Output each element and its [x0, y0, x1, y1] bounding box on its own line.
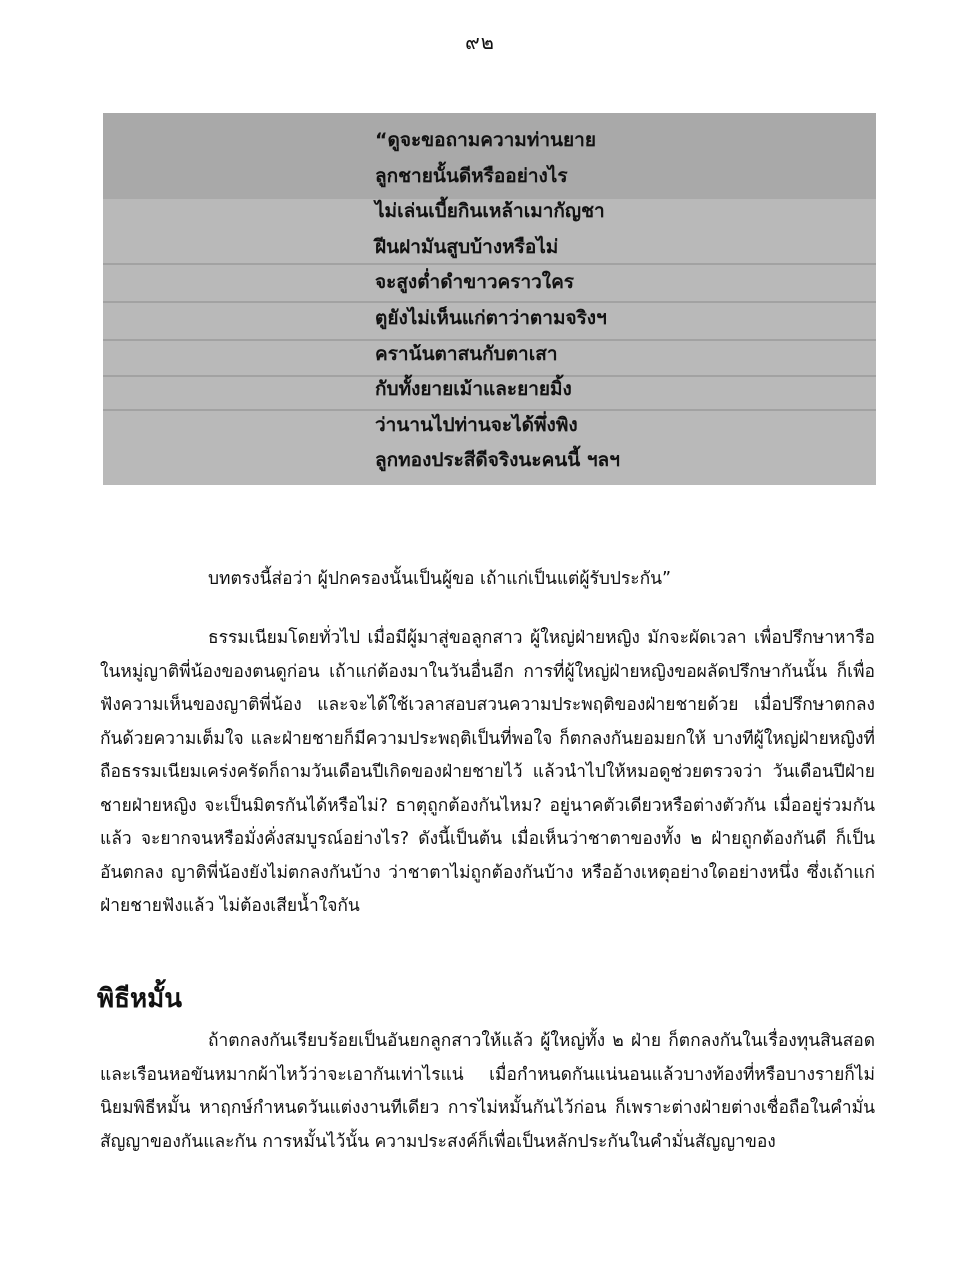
poem-line: กับทั้งยายเม้าและยายมิ้ง [375, 378, 572, 401]
poem-lines [375, 123, 620, 479]
poem-line: “ดูจะขอถามความท่านยาย [375, 129, 596, 151]
poem-line: ว่านานไปท่านจะได้พึ่งพิง [375, 413, 578, 436]
poem-line: คราน้นตาสนกับตาเสา [375, 342, 558, 365]
closing-line: บทตรงนี้ส่อว่า ผู้ปกครองนั้นเป็นผู้ขอ เถ้าแก่เป็นแต่ผู้รับประกัน” [208, 569, 672, 589]
poem-line: ฝีนฝามันสูบบ้างหรือไม่ [375, 235, 559, 258]
section-heading: พิธีหมั้น [97, 984, 183, 1014]
paragraph-1: ธรรมเนียมโดยทั่วไป เมื่อมีผู้มาสู่ขอลูกสาว ผู้ใหญ่ฝ่ายหญิง มักจะผัดเวลา เพื่อปรึกษาหารือในหมู่ญาติพี่น้องของตนดูก่อน เถ้าแก่ต้องมาในวันอื่นอีก การที่ผู้ใหญ่ฝ่ายหญิงขอผลัดปรึกษากันนั้น ก็เพื่อฟังความเห็นของญาติพี่น้อง และจะได้ใช้เวลาสอบสวนความประพฤติของฝ่ายชายด้วย เมื่อปรึกษาตกลงกันด้วยความเต็มใจ และฝ่ายชายก็มีความประพฤติเป็นที่พอใจ ก็ตกลงกันยอมยกให้ บางทีผู้ใหญ่ฝ่ายหญิงที่ถือธรรมเนียมเคร่งครัดก็ถามวันเดือนปีเกิดของฝ่ายชายไว้ แล้วนำไปให้หมอดูช่วยตรวจว่า วันเดือนปีฝ่ายชายฝ่ายหญิง จะเป็นมิตรกันได้หรือไม่? ธาตุถูกต้องกันไหม? อยู่นาคตัวเดียวหรือต่างตัวกัน เมื่ออยู่ร่วมกันแล้ว จะยากจนหรือมั่งคั่งสมบูรณ์อย่างไร? ดังนี้เป็นต้น เมื่อเห็นว่าชาตาของทั้ง ๒ ฝ่ายถูกต้องกันดี ก็เป็นอันตกลง ญาติพี่น้องยังไม่ตกลงกันบ้าง ว่าชาตาไม่ถูกต้องกันบ้าง หรืออ้างเหตุอย่างใดอย่างหนึ่ง ซึ่งเถ้าแก่ฝ่ายชายฟังแล้ว ไม่ต้องเสียน้ำใจกัน [100, 628, 875, 916]
page-number: ๙๒ [465, 30, 495, 54]
poem-line: ตูยังไม่เห็นแก่ตาว่าตามจริงฯ [375, 306, 607, 329]
paragraph-2: ถ้าตกลงกันเรียบร้อยเป็นอันยกลูกสาวให้แล้ว ผู้ใหญ่ทั้ง ๒ ฝ่าย ก็ตกลงกันในเรื่องทุนสินสอดและเรือนหอขันหมากผ้าไหว้ว่าจะเอากันเท่าไรแน่ เมื่อกำหนดกันแน่นอนแล้วบางท้องที่หรือบางรายก็ไม่นิยมพิธีหมั้น หาฤกษ์กำหนดวันแต่งงานทีเดียว การไม่หมั้นกันไว้ก่อน ก็เพราะต่างฝ่ายต่างเชื่อถือในคำมั่นสัญญาของกันและกัน การหมั้นไว้นั้น ความประสงค์ก็เพื่อเป็นหลักประกันในคำมั่นสัญญาของ [100, 1031, 875, 1152]
poem-line: ลูกชายนั้นดีหรืออย่างไร [375, 164, 568, 187]
poem-line: ลูกทองประสีดีจริงนะคนนี้ ฯลฯ [375, 449, 620, 472]
poem-line: จะสูงต่ำดำขาวคราวใคร [375, 271, 574, 294]
poem-line: ไม่เล่นเบี้ยกินเหล้าเมากัญชา [375, 200, 605, 223]
poem-box [103, 113, 876, 485]
